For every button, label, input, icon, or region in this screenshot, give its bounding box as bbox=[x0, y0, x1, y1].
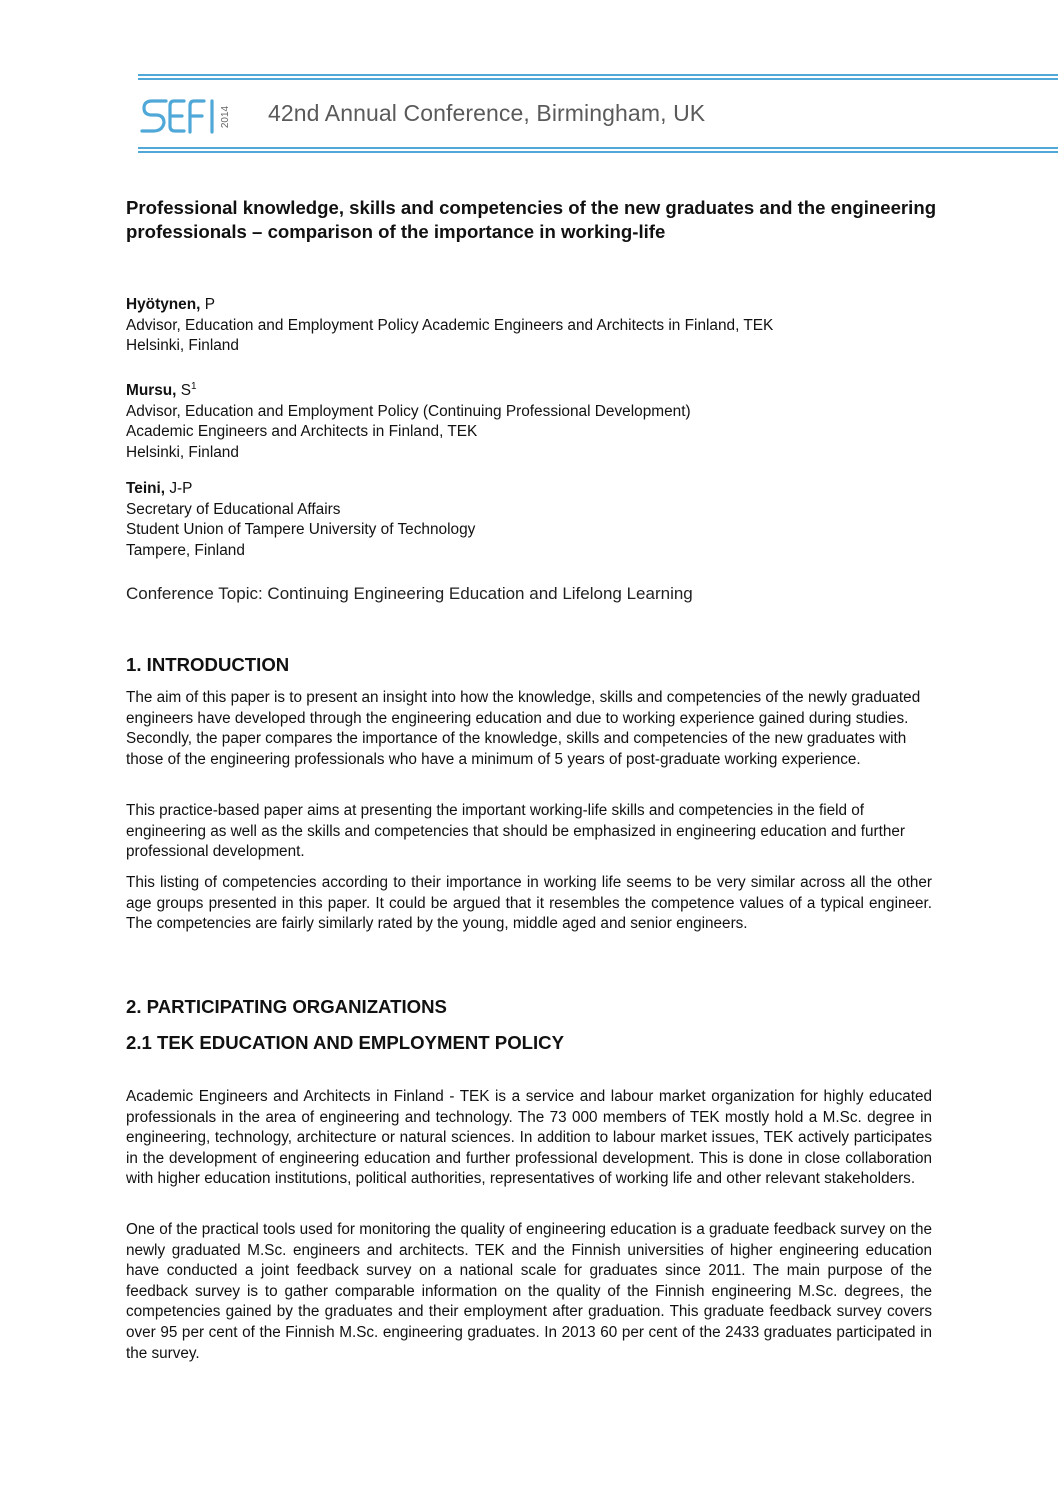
footnote-marker: 1 bbox=[191, 381, 197, 392]
header-rule-top bbox=[138, 74, 1058, 80]
affiliation-line: Helsinki, Finland bbox=[126, 337, 239, 355]
author-initial: S bbox=[180, 382, 191, 400]
author-3 bbox=[126, 479, 946, 561]
affiliation-line: Tampere, Finland bbox=[126, 541, 245, 559]
section-heading-organizations: 2. PARTICIPATING ORGANIZATIONS bbox=[126, 996, 447, 1017]
affiliation-line: Advisor, Education and Employment Policy (Continuing Professional Development) bbox=[126, 402, 691, 420]
tek-paragraph-2: One of the practical tools used for monitoring the quality of engineering education is a graduate feedback survey on the newly graduated M.Sc. engineers and architects. TEK and the Finnish universities of higher engineering education have conducted a joint feedback survey on a national scale for graduates since 2011. The main purpose of the feedback survey is to gather comparable information on the quality of the Finnish engineering M.Sc. degrees, the competencies gained by the graduates and their employment after graduation. This graduate feedback survey covers over 95 per cent of the Finnish M.Sc. engineering graduates. In 2013 60 per cent of the 2433 graduates participated in the survey. bbox=[126, 1221, 932, 1362]
tek-paragraph-1: Academic Engineers and Architects in Finland - TEK is a service and labour market organization for highly educated professionals in the area of engineering and technology. The 73 000 members of TEK mostly hold a M.Sc. degree in engineering, technology, architecture or natural sciences. In addition to labour market issues, TEK actively participates in the development of engineering education and further professional development. This is done in close collaboration with higher education institutions, political authorities, representatives of working life and other relevant stakeholders. bbox=[126, 1088, 932, 1188]
intro-paragraph-2: This practice-based paper aims at presenting the important working-life skills and competencies in the field of engineering as well as the skills and competencies that should be emphasized in engineering education and further professional development. bbox=[126, 802, 905, 861]
intro-paragraph-1: The aim of this paper is to present an insight into how the knowledge, skills and competencies of the newly graduated engineers have developed through the engineering education and due to working experience gained during studies. Secondly, the paper compares the importance of the knowledge, skills and competencies of the new graduates with those of the engineering professionals who have a minimum of 5 years of post-graduate working experience. bbox=[126, 689, 921, 768]
affiliation-line: Academic Engineers and Architects in Finland, TEK bbox=[126, 423, 478, 441]
author-initial: P bbox=[204, 296, 215, 313]
sefi-logo bbox=[140, 95, 255, 139]
subsection-heading-tek: 2.1 TEK EDUCATION AND EMPLOYMENT POLICY bbox=[126, 1032, 565, 1053]
conference-title: 42nd Annual Conference, Birmingham, UK bbox=[268, 100, 706, 126]
intro-paragraph-3: This listing of competencies according to their importance in working life seems to be very similar across all the other age groups presented in this paper. It could be argued that it resembles the competence values of a typical engineer. The competencies are fairly similarly rated by the young, middle aged and senior engineers. bbox=[126, 874, 932, 933]
author-initial: J-P bbox=[169, 480, 193, 497]
conference-topic: Conference Topic: Continuing Engineering Education and Lifelong Learning bbox=[126, 584, 693, 603]
affiliation-line: Helsinki, Finland bbox=[126, 443, 239, 461]
affiliation-line: Student Union of Tampere University of Technology bbox=[126, 521, 476, 539]
author-1 bbox=[126, 295, 946, 357]
author-surname: Hyötynen, bbox=[126, 296, 201, 313]
paper-title: Professional knowledge, skills and competencies of the new graduates and the engineering professionals – comparison of the importance in working-life bbox=[126, 197, 937, 242]
author-surname: Teini, bbox=[126, 480, 166, 497]
affiliation-line: Secretary of Educational Affairs bbox=[126, 500, 341, 518]
author-surname: Mursu, bbox=[126, 382, 177, 400]
svg-text:2014: 2014 bbox=[220, 105, 231, 129]
header-rule-bottom bbox=[138, 147, 1058, 153]
author-2 bbox=[126, 377, 946, 464]
section-heading-introduction: 1. INTRODUCTION bbox=[126, 654, 290, 675]
affiliation-line: Advisor, Education and Employment Policy Academic Engineers and Architects in Finland, TEK bbox=[126, 316, 774, 334]
